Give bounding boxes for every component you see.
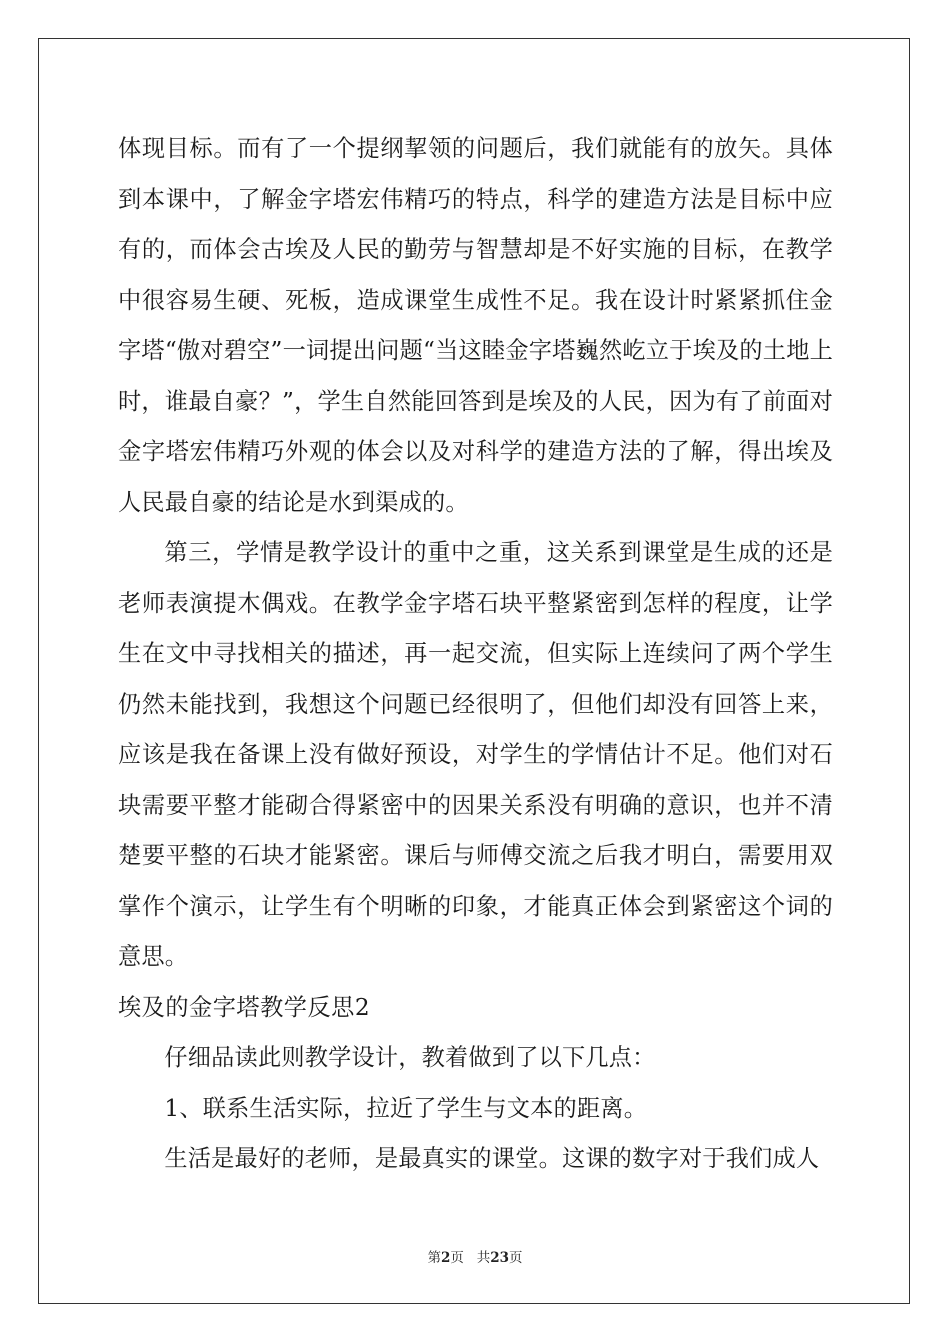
document-body xyxy=(118,124,833,1185)
total-pages: 23 xyxy=(490,1250,510,1266)
section-heading: 埃及的金字塔教学反思2 xyxy=(118,993,371,1021)
total-prefix: 共 xyxy=(476,1250,491,1266)
paragraph-point-one: 1、联系生活实际，拉近了学生与文本的距离。 xyxy=(164,1094,648,1122)
total-suffix: 页 xyxy=(509,1250,523,1266)
paragraph-life-teacher: 生活是最好的老师，是最真实的课堂。这课的数字对于我们成人 xyxy=(164,1145,820,1172)
paragraph-intro: 仔细品读此则教学设计，教着做到了以下几点： xyxy=(164,1044,656,1071)
page-footer xyxy=(0,1246,950,1266)
paragraph-third-point: 第三，学情是教学设计的重中之重，这关系到课堂是生成的还是老师表演提木偶戏。在教学金字塔石块平整紧密到怎样的程度，让学生在文中寻找相关的描述，再一起交流，但实际上连续问了两个学生仍然未能找到，我想这个问题已经很明了，但他们却没有回答上来，应该是我在备课上没有做好预设，对学生的学情估计不足。他们对石块需要平整才能砌合得紧密中的因果关系没有明确的意识，也并不清楚要平整的石块才能紧密。课后与师傅交流之后我才明白，需要用双掌作个演示，让学生有个明晰的印象，才能真正体会到紧密这个词的意思。 xyxy=(118,539,833,970)
page-prefix: 第 xyxy=(427,1250,441,1266)
page-number: 2 xyxy=(440,1250,451,1266)
paragraph-continuation: 体现目标。而有了一个提纲挈领的问题后，我们就能有的放矢。具体到本课中，了解金字塔宏伟精巧的特点，科学的建造方法是目标中应有的，而体会古埃及人民的勤劳与智慧却是不好实施的目标，在教学中很容易生硬、死板，造成课堂生成性不足。我在设计时紧紧抓住金字塔“傲对碧空”一词提出问题“当这睦金字塔巍然屹立于埃及的土地上时，谁最自豪？”，学生自然能回答到是埃及的人民，因为有了前面对金字塔宏伟精巧外观的体会以及对科学的建造方法的了解，得出埃及人民最自豪的结论是水到渠成的。 xyxy=(118,135,833,516)
page-suffix: 页 xyxy=(450,1250,464,1266)
